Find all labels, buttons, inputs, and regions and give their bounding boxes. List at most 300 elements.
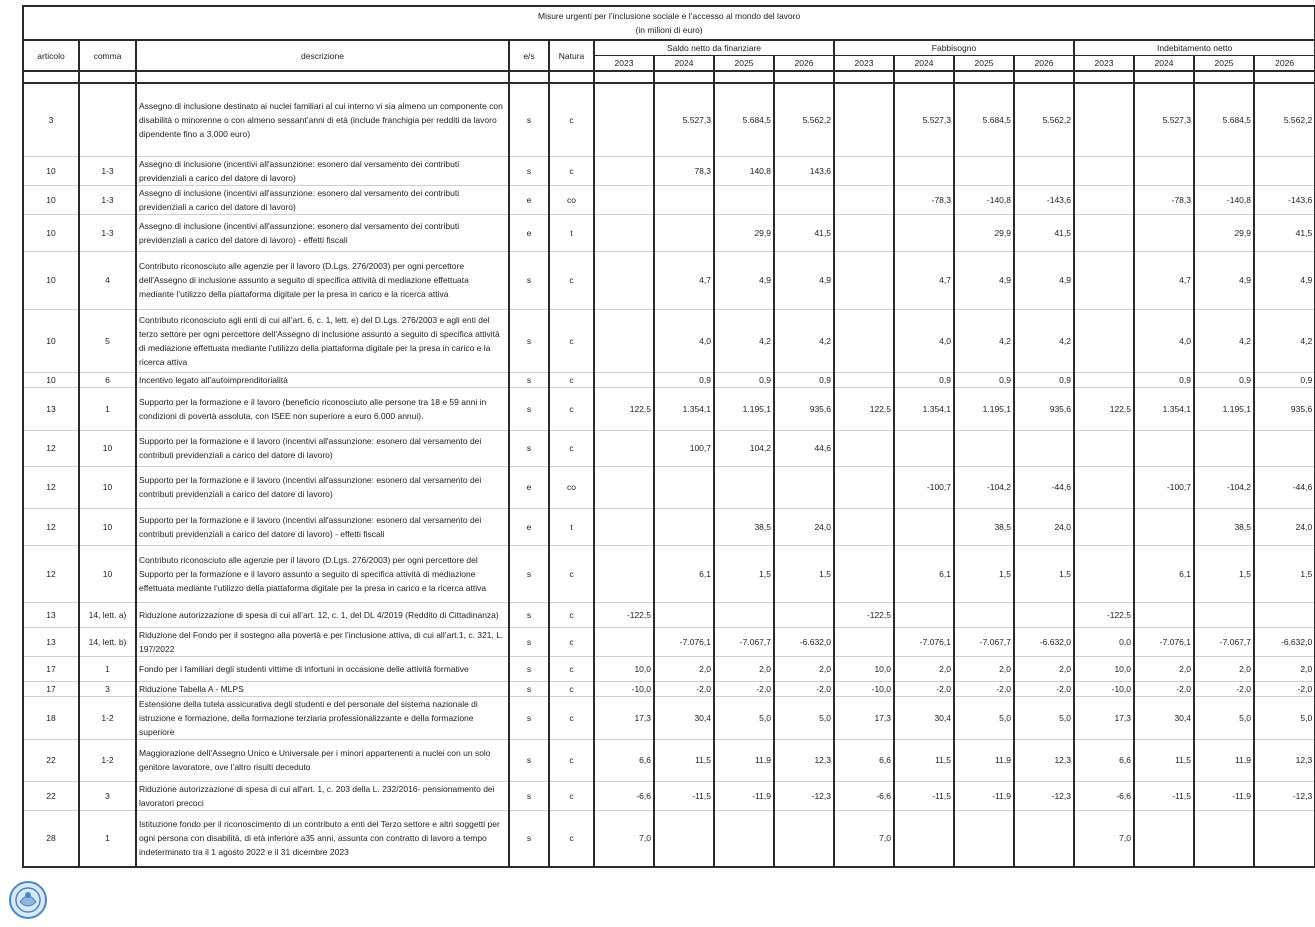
cell-natura: c	[549, 83, 594, 156]
cell-natura: c	[549, 309, 594, 372]
cell-value: 5.684,5	[954, 83, 1014, 156]
spacer-cell	[1134, 71, 1194, 83]
cell-value: -2,0	[1014, 681, 1074, 696]
cell-articolo: 12	[23, 430, 79, 466]
cell-value	[1074, 83, 1134, 156]
cell-value: -7.076,1	[894, 627, 954, 656]
cell-value: 935,6	[1014, 387, 1074, 430]
cell-value	[1014, 156, 1074, 185]
cell-value: 1.195,1	[954, 387, 1014, 430]
table-row	[23, 309, 1315, 372]
cell-value: 11,5	[894, 739, 954, 781]
cell-value	[1074, 251, 1134, 309]
cell-es: s	[509, 83, 549, 156]
cell-articolo: 10	[23, 372, 79, 387]
cell-value: 11,9	[954, 739, 1014, 781]
cell-value: 24,0	[1014, 508, 1074, 545]
header-year: 2024	[654, 56, 714, 72]
cell-value: 5.684,5	[714, 83, 774, 156]
table-row	[23, 739, 1315, 781]
cell-value: -2,0	[894, 681, 954, 696]
cell-articolo: 10	[23, 309, 79, 372]
cell-value	[774, 466, 834, 508]
cell-value: 4,7	[654, 251, 714, 309]
cell-value	[1194, 810, 1254, 867]
cell-value: 7,0	[834, 810, 894, 867]
cell-natura: t	[549, 214, 594, 251]
title-text: Misure urgenti per l’inclusione sociale e l’accesso al mondo del lavoro	[537, 11, 801, 21]
cell-value: -100,7	[894, 466, 954, 508]
cell-value: -143,6	[1014, 185, 1074, 214]
cell-es: s	[509, 602, 549, 627]
cell-value: -11,9	[954, 781, 1014, 810]
cell-articolo: 12	[23, 508, 79, 545]
cell-value: -44,6	[1014, 466, 1074, 508]
cell-value: -11,5	[894, 781, 954, 810]
table-row	[23, 545, 1315, 602]
table-row	[23, 466, 1315, 508]
cell-value: 1,5	[1014, 545, 1074, 602]
cell-value: 12,3	[774, 739, 834, 781]
cell-value	[594, 466, 654, 508]
cell-value: -12,3	[774, 781, 834, 810]
cell-value: 4,7	[894, 251, 954, 309]
cell-value	[714, 185, 774, 214]
cell-value: 10,0	[1074, 656, 1134, 681]
cell-es: s	[509, 656, 549, 681]
cell-value	[1134, 602, 1194, 627]
cell-comma	[79, 83, 136, 156]
cell-value	[654, 508, 714, 545]
cell-value: 6,1	[654, 545, 714, 602]
cell-value: 1,5	[714, 545, 774, 602]
cell-es: e	[509, 508, 549, 545]
cell-articolo: 28	[23, 810, 79, 867]
cell-comma: 10	[79, 508, 136, 545]
cell-natura: c	[549, 627, 594, 656]
cell-value: 140,8	[714, 156, 774, 185]
cell-value: -100,7	[1134, 466, 1194, 508]
cell-comma: 1	[79, 810, 136, 867]
spacer-cell	[1194, 71, 1254, 83]
cell-value: 1,5	[954, 545, 1014, 602]
cell-es: s	[509, 810, 549, 867]
cell-value: 11,5	[654, 739, 714, 781]
cell-value	[594, 309, 654, 372]
cell-es: s	[509, 781, 549, 810]
cell-value: -122,5	[1074, 602, 1134, 627]
cell-es: e	[509, 185, 549, 214]
cell-value: 2,0	[774, 656, 834, 681]
cell-value: 38,5	[954, 508, 1014, 545]
spacer-cell	[1014, 71, 1074, 83]
cell-value	[594, 251, 654, 309]
cell-value: 0,0	[1074, 627, 1134, 656]
cell-comma: 14, lett. b)	[79, 627, 136, 656]
cell-descrizione: Istituzione fondo per il riconoscimento di un contributo a enti del Terzo settore e altri soggetti per ogni persona con disabilità, di età inferiore a35 anni, assunta con contratto di lavoro a tempo indeterminato tra il 1 agosto 2022 e il 31 dicembre 2023	[136, 810, 509, 867]
cell-value	[834, 466, 894, 508]
cell-value: -143,6	[1254, 185, 1315, 214]
cell-value: -10,0	[594, 681, 654, 696]
cell-comma: 10	[79, 430, 136, 466]
cell-articolo: 10	[23, 214, 79, 251]
table-row	[23, 251, 1315, 309]
cell-value: 4,9	[714, 251, 774, 309]
cell-value: 0,9	[954, 372, 1014, 387]
spacer-cell	[549, 71, 594, 83]
header-year: 2026	[1254, 56, 1315, 72]
cell-comma: 1	[79, 387, 136, 430]
cell-value: 6,1	[1134, 545, 1194, 602]
cell-comma: 14, lett. a)	[79, 602, 136, 627]
spacer-cell	[509, 71, 549, 83]
cell-value: -12,3	[1014, 781, 1074, 810]
cell-descrizione: Estensione della tutela assicurativa degli studenti e del personale del sistema nazionale di istruzione e formazione, della formazione terziaria professionalizzante e della formazione superiore	[136, 696, 509, 739]
cell-value: -12,3	[1254, 781, 1315, 810]
cell-comma: 1-3	[79, 214, 136, 251]
cell-value: 10,0	[834, 656, 894, 681]
cell-value: 122,5	[834, 387, 894, 430]
cell-es: e	[509, 466, 549, 508]
cell-value	[834, 372, 894, 387]
cell-value: 2,0	[1254, 656, 1315, 681]
header-year: 2026	[1014, 56, 1074, 72]
cell-value	[834, 83, 894, 156]
cell-value	[834, 214, 894, 251]
cell-descrizione: Maggiorazione dell’Assegno Unico e Universale per i minori appartenenti a nuclei con un solo genitore lavoratore, ove l’altro risulti deceduto	[136, 739, 509, 781]
cell-value	[1134, 508, 1194, 545]
cell-value: 6,6	[594, 739, 654, 781]
header-year: 2023	[834, 56, 894, 72]
cell-value	[954, 430, 1014, 466]
cell-value: -2,0	[654, 681, 714, 696]
budget-table-sheet	[22, 5, 1311, 868]
header-descrizione: descrizione	[136, 40, 509, 71]
cell-value: 4,7	[1134, 251, 1194, 309]
cell-value: 29,9	[1194, 214, 1254, 251]
cell-value: 41,5	[774, 214, 834, 251]
cell-articolo: 18	[23, 696, 79, 739]
cell-descrizione: Assegno di inclusione (incentivi all'assunzione: esonero dal versamento dei contributi previdenziali a carico del datore di lavoro)	[136, 156, 509, 185]
cell-value: 38,5	[714, 508, 774, 545]
cell-value: 17,3	[834, 696, 894, 739]
cell-value: 2,0	[1134, 656, 1194, 681]
cell-value: 1,5	[774, 545, 834, 602]
cell-value: -78,3	[894, 185, 954, 214]
cell-natura: c	[549, 656, 594, 681]
cell-comma: 10	[79, 466, 136, 508]
header-year: 2024	[894, 56, 954, 72]
cell-comma: 1-2	[79, 739, 136, 781]
cell-value: -2,0	[954, 681, 1014, 696]
header-natura: Natura	[549, 40, 594, 71]
cell-descrizione: Supporto per la formazione e il lavoro (incentivi all'assunzione: esonero dal versamento dei contributi previdenziali a carico del datore di lavoro)	[136, 430, 509, 466]
cell-comma: 6	[79, 372, 136, 387]
cell-value: -2,0	[714, 681, 774, 696]
cell-descrizione: Contributo riconosciuto alle agenzie per il lavoro (D.Lgs. 276/2003) per ogni percettore dell'Assegno di inclusione assunto a seguito di specifica attività di mediazione effettuata mediante l’utilizzo della piattaforma digitale per la presa in carico e la ricerca attiva	[136, 251, 509, 309]
cell-value	[834, 545, 894, 602]
spacer-cell	[894, 71, 954, 83]
cell-value	[594, 185, 654, 214]
cell-value: 38,5	[1194, 508, 1254, 545]
cell-value	[834, 309, 894, 372]
cell-value: 5,0	[714, 696, 774, 739]
cell-value	[1074, 545, 1134, 602]
cell-value	[954, 810, 1014, 867]
cell-value: 30,4	[1134, 696, 1194, 739]
cell-value	[1074, 430, 1134, 466]
cell-value	[1074, 156, 1134, 185]
spacer-cell	[954, 71, 1014, 83]
cell-value: -140,8	[1194, 185, 1254, 214]
cell-value: 0,9	[1194, 372, 1254, 387]
spacer-cell	[714, 71, 774, 83]
cell-value: 0,9	[714, 372, 774, 387]
cell-value: -2,0	[774, 681, 834, 696]
cell-natura: c	[549, 810, 594, 867]
cell-value: 11,5	[1134, 739, 1194, 781]
cell-descrizione: Contributo riconosciuto alle agenzie per il lavoro (D.Lgs. 276/2003) per ogni percettore del Supporto per la formazione e il lavoro assunto a seguito di specifica attività di mediazione effettuata mediante l’utilizzo della piattaforma digitale per la presa in carico e la ricerca attiva	[136, 545, 509, 602]
cell-value: 11,9	[714, 739, 774, 781]
cell-value: 4,9	[1254, 251, 1315, 309]
spacer-cell	[594, 71, 654, 83]
cell-value: -104,2	[954, 466, 1014, 508]
spacer-cell	[1254, 71, 1315, 83]
cell-es: s	[509, 739, 549, 781]
cell-value: 11,9	[1194, 739, 1254, 781]
cell-articolo: 22	[23, 781, 79, 810]
cell-value	[654, 185, 714, 214]
cell-value: 17,3	[594, 696, 654, 739]
spacer-cell	[654, 71, 714, 83]
cell-value: 5.562,2	[1254, 83, 1315, 156]
cell-natura: co	[549, 185, 594, 214]
cell-value: 2,0	[714, 656, 774, 681]
cell-value: 4,9	[1014, 251, 1074, 309]
cell-natura: c	[549, 251, 594, 309]
cell-articolo: 17	[23, 656, 79, 681]
cell-descrizione: Assegno di inclusione (incentivi all'assunzione: esonero dal versamento dei contributi previdenziali a carico del datore di lavoro) - effetti fiscali	[136, 214, 509, 251]
cell-value	[1074, 214, 1134, 251]
cell-comma: 1-3	[79, 185, 136, 214]
cell-value	[834, 508, 894, 545]
cell-value: 4,0	[894, 309, 954, 372]
cell-descrizione: Supporto per la formazione e il lavoro (incentivi all'assunzione: esonero dal versamento dei contributi previdenziali a carico del datore di lavoro)	[136, 466, 509, 508]
cell-value: 0,9	[1134, 372, 1194, 387]
cell-value: 1.354,1	[654, 387, 714, 430]
cell-articolo: 3	[23, 83, 79, 156]
cell-value	[1014, 810, 1074, 867]
spacer-cell	[23, 71, 79, 83]
cell-value: 2,0	[954, 656, 1014, 681]
cell-value: -7.076,1	[654, 627, 714, 656]
cell-value: 12,3	[1254, 739, 1315, 781]
cell-value	[714, 602, 774, 627]
cell-value	[1014, 430, 1074, 466]
cell-value: 41,5	[1254, 214, 1315, 251]
cell-es: s	[509, 387, 549, 430]
cell-value: 41,5	[1014, 214, 1074, 251]
header-year: 2024	[1134, 56, 1194, 72]
cell-value	[594, 430, 654, 466]
cell-descrizione: Riduzione del Fondo per il sostegno alla povertà e per l’inclusione attiva, di cui all’art.1, c. 321, L. 197/2022	[136, 627, 509, 656]
cell-value	[1074, 185, 1134, 214]
cell-articolo: 10	[23, 185, 79, 214]
cell-value	[654, 466, 714, 508]
cell-value: 935,6	[774, 387, 834, 430]
cell-value: 0,9	[654, 372, 714, 387]
cell-value: -122,5	[834, 602, 894, 627]
header-year: 2023	[594, 56, 654, 72]
cell-value	[894, 810, 954, 867]
cell-value: 5,0	[954, 696, 1014, 739]
table-row	[23, 627, 1315, 656]
cell-descrizione: Assegno di inclusione destinato ai nuclei familiari al cui interno vi sia almeno un componente con disabilità o minorenne o con almeno sessant’anni di età (include franchigia per redditi da lavoro dipendente fino a 3.000 euro)	[136, 83, 509, 156]
cell-value: 5.527,3	[654, 83, 714, 156]
table-row	[23, 430, 1315, 466]
cell-value	[834, 185, 894, 214]
cell-articolo: 22	[23, 739, 79, 781]
cell-value	[1134, 156, 1194, 185]
table-row	[23, 214, 1315, 251]
cell-value: -2,0	[1194, 681, 1254, 696]
cell-comma: 5	[79, 309, 136, 372]
cell-value: -6.632,0	[1014, 627, 1074, 656]
cell-value: 1,5	[1254, 545, 1315, 602]
cell-value	[1254, 430, 1315, 466]
cell-value: 4,2	[774, 309, 834, 372]
table-row	[23, 156, 1315, 185]
header-year: 2026	[774, 56, 834, 72]
cell-value: 5.527,3	[1134, 83, 1194, 156]
cell-value: -7.076,1	[1134, 627, 1194, 656]
cell-value: -7.067,7	[714, 627, 774, 656]
header-year: 2023	[1074, 56, 1134, 72]
cell-es: s	[509, 430, 549, 466]
cell-value: 44,6	[774, 430, 834, 466]
spacer-cell	[136, 71, 509, 83]
cell-value: -10,0	[834, 681, 894, 696]
cell-value	[834, 430, 894, 466]
cell-value: 6,6	[1074, 739, 1134, 781]
cell-value	[594, 156, 654, 185]
cell-value: 24,0	[1254, 508, 1315, 545]
cell-value	[894, 430, 954, 466]
cell-descrizione: Assegno di inclusione (incentivi all'assunzione: esonero dal versamento dei contributi previdenziali a carico del datore di lavoro)	[136, 185, 509, 214]
cell-value	[1134, 810, 1194, 867]
cell-value: -11,5	[654, 781, 714, 810]
cell-value: -6.632,0	[774, 627, 834, 656]
header-comma: comma	[79, 40, 136, 71]
cell-descrizione: Incentivo legato all’autoimprenditorialità	[136, 372, 509, 387]
cell-descrizione: Supporto per la formazione e il lavoro (beneficio riconosciuto alle persone tra 18 e 59 anni in condizioni di povertà assoluta, con ISEE non superiore a euro 6.000 annui).	[136, 387, 509, 430]
cell-natura: c	[549, 156, 594, 185]
cell-value: -2,0	[1254, 681, 1315, 696]
cell-value: 4,2	[1254, 309, 1315, 372]
cell-comma: 1-3	[79, 156, 136, 185]
cell-value: 17,3	[1074, 696, 1134, 739]
cell-value: 2,0	[654, 656, 714, 681]
cell-value: 7,0	[594, 810, 654, 867]
spacer-cell	[79, 71, 136, 83]
cell-value: 0,9	[1254, 372, 1315, 387]
cell-value	[594, 508, 654, 545]
cell-comma: 1-2	[79, 696, 136, 739]
cell-value: -10,0	[1074, 681, 1134, 696]
cell-value: 5.527,3	[894, 83, 954, 156]
cell-value	[954, 602, 1014, 627]
cell-value: -11,9	[1194, 781, 1254, 810]
cell-articolo: 12	[23, 545, 79, 602]
header-saldo-netto: Saldo netto da finanziare	[594, 40, 834, 56]
cell-value: 1.195,1	[1194, 387, 1254, 430]
cell-value: 4,0	[1134, 309, 1194, 372]
cell-value	[1134, 214, 1194, 251]
cell-value: 4,9	[954, 251, 1014, 309]
table-row	[23, 185, 1315, 214]
cell-value: 1.354,1	[1134, 387, 1194, 430]
cell-comma: 3	[79, 781, 136, 810]
cell-value: 100,7	[654, 430, 714, 466]
cell-value: -7.067,7	[1194, 627, 1254, 656]
cell-value: 5.562,2	[774, 83, 834, 156]
cell-descrizione: Fondo per i familiari degli studenti vittime di infortuni in occasione delle attività formative	[136, 656, 509, 681]
cell-value: -104,2	[1194, 466, 1254, 508]
cell-value	[714, 810, 774, 867]
cell-es: s	[509, 696, 549, 739]
spacer-cell	[834, 71, 894, 83]
cell-value: -11,9	[714, 781, 774, 810]
cell-articolo: 13	[23, 602, 79, 627]
cell-value	[1194, 430, 1254, 466]
cell-value: 4,2	[1014, 309, 1074, 372]
cell-articolo: 13	[23, 387, 79, 430]
cell-value: 5.684,5	[1194, 83, 1254, 156]
cell-value	[1254, 156, 1315, 185]
cell-natura: c	[549, 387, 594, 430]
cell-natura: t	[549, 508, 594, 545]
cell-value: 5.562,2	[1014, 83, 1074, 156]
cell-value	[774, 185, 834, 214]
cell-value: 143,6	[774, 156, 834, 185]
cell-es: e	[509, 214, 549, 251]
cell-value	[834, 251, 894, 309]
cell-comma: 10	[79, 545, 136, 602]
cell-value: 12,3	[1014, 739, 1074, 781]
cell-value: 4,9	[1194, 251, 1254, 309]
subtitle-text: (in milioni di euro)	[635, 25, 703, 35]
table-row	[23, 781, 1315, 810]
cell-value: 30,4	[654, 696, 714, 739]
spacer-cell	[1074, 71, 1134, 83]
cell-value: 29,9	[714, 214, 774, 251]
cell-value	[714, 466, 774, 508]
cell-natura: c	[549, 696, 594, 739]
cell-es: s	[509, 627, 549, 656]
cell-es: s	[509, 251, 549, 309]
header-fabbisogno: Fabbisogno	[834, 40, 1074, 56]
cell-value: -6,6	[594, 781, 654, 810]
cell-value	[1254, 810, 1315, 867]
cell-articolo: 17	[23, 681, 79, 696]
cell-value: 935,6	[1254, 387, 1315, 430]
cell-descrizione: Supporto per la formazione e il lavoro (incentivi all'assunzione: esonero dal versamento dei contributi previdenziali a carico del datore di lavoro) - effetti fiscali	[136, 508, 509, 545]
cell-value: 6,6	[834, 739, 894, 781]
cell-value: 5,0	[1194, 696, 1254, 739]
cell-value: 0,9	[1014, 372, 1074, 387]
cell-es: s	[509, 309, 549, 372]
parliament-seal-icon	[8, 880, 48, 920]
